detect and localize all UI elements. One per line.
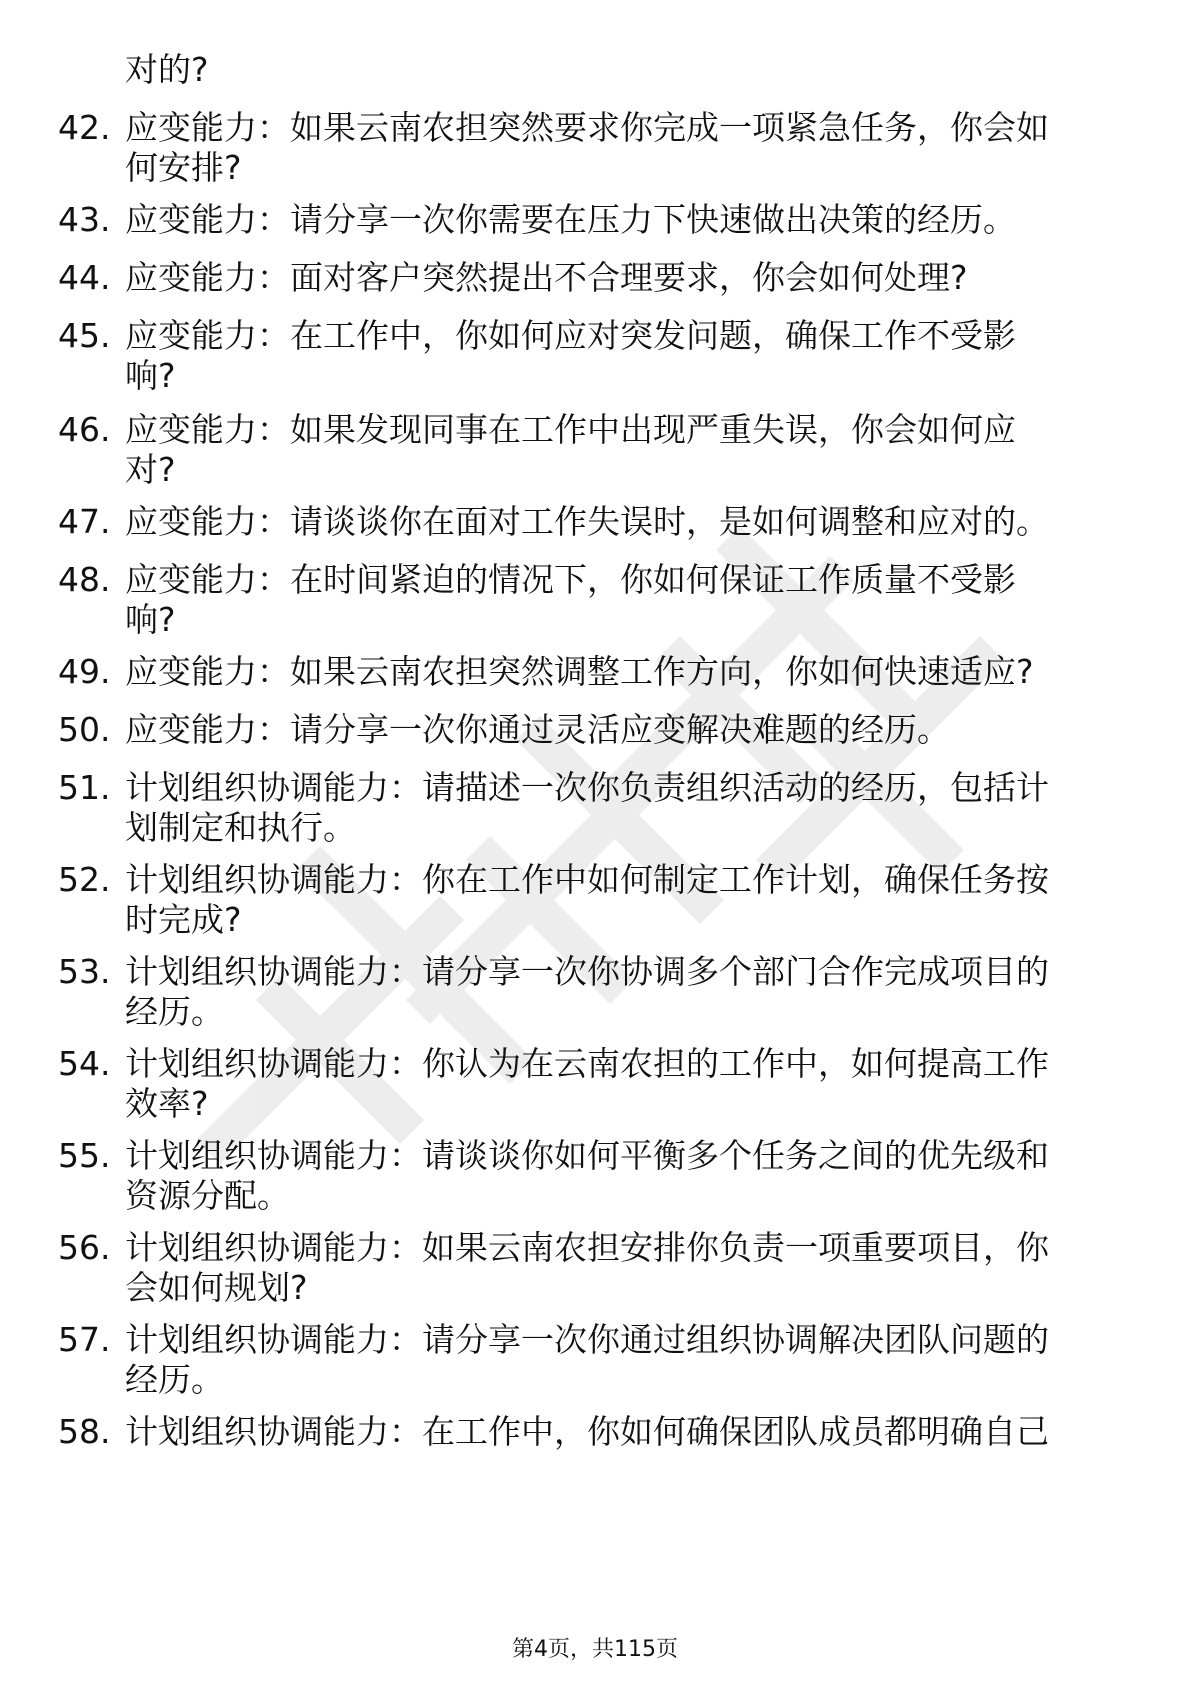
- item-text: 应变能力：在工作中，你如何应对突发问题，确保工作不受影 响?: [125, 316, 1016, 395]
- item-text: 应变能力：如果云南农担突然要求你完成一项紧急任务，你会如 何安排?: [125, 108, 1049, 187]
- item-text: 应变能力：请谈谈你在面对工作失误时，是如何调整和应对的。: [125, 502, 1049, 541]
- item-text: 计划组织协调能力：你在工作中如何制定工作计划，确保任务按 时完成?: [125, 860, 1049, 939]
- item-number: 58.: [58, 1412, 111, 1451]
- item-text: 应变能力：在时间紧迫的情况下，你如何保证工作质量不受影 响?: [125, 560, 1016, 639]
- item-text: 应变能力：请分享一次你通过灵活应变解决难题的经历。: [125, 710, 950, 749]
- item-number: 50.: [58, 710, 111, 749]
- item-number: 54.: [58, 1044, 111, 1083]
- item-text: 计划组织协调能力：请分享一次你协调多个部门合作完成项目的 经历。: [125, 952, 1049, 1031]
- item-number: 48.: [58, 560, 111, 599]
- item-text: 应变能力：请分享一次你需要在压力下快速做出决策的经历。: [125, 200, 1016, 239]
- item-number: 51.: [58, 768, 111, 807]
- item-number: 56.: [58, 1228, 111, 1267]
- item-number: 53.: [58, 952, 111, 991]
- item-text: 应变能力：如果发现同事在工作中出现严重失误，你会如何应 对?: [125, 410, 1016, 489]
- item-number: 47.: [58, 502, 111, 541]
- item-number: 45.: [58, 316, 111, 355]
- item-text: 计划组织协调能力：在工作中，你如何确保团队成员都明确自己: [125, 1412, 1049, 1451]
- item-number: 52.: [58, 860, 111, 899]
- item-text: 计划组织协调能力：你认为在云南农担的工作中，如何提高工作 效率?: [125, 1044, 1049, 1123]
- item-number: 49.: [58, 652, 111, 691]
- item-number: 43.: [58, 200, 111, 239]
- item-text: 应变能力：面对客户突然提出不合理要求，你会如何处理?: [125, 258, 968, 297]
- item-number: 44.: [58, 258, 111, 297]
- item-text: 应变能力：如果云南农担突然调整工作方向，你如何快速适应?: [125, 652, 1034, 691]
- item-text: 计划组织协调能力：如果云南农担安排你负责一项重要项目，你 会如何规划?: [125, 1228, 1049, 1307]
- item-number: 46.: [58, 410, 111, 449]
- item-number: 42.: [58, 108, 111, 147]
- item-text: 计划组织协调能力：请分享一次你通过组织协调解决团队问题的 经历。: [125, 1320, 1049, 1399]
- item-text: 计划组织协调能力：请谈谈你如何平衡多个任务之间的优先级和 资源分配。: [125, 1136, 1049, 1215]
- item-text: 计划组织协调能力：请描述一次你负责组织活动的经历，包括计 划制定和执行。: [125, 768, 1049, 847]
- page-footer: 第4页，共115页: [512, 1637, 678, 1662]
- item-number: 55.: [58, 1136, 111, 1175]
- item-number: 57.: [58, 1320, 111, 1359]
- continuation-text: 对的?: [125, 50, 209, 89]
